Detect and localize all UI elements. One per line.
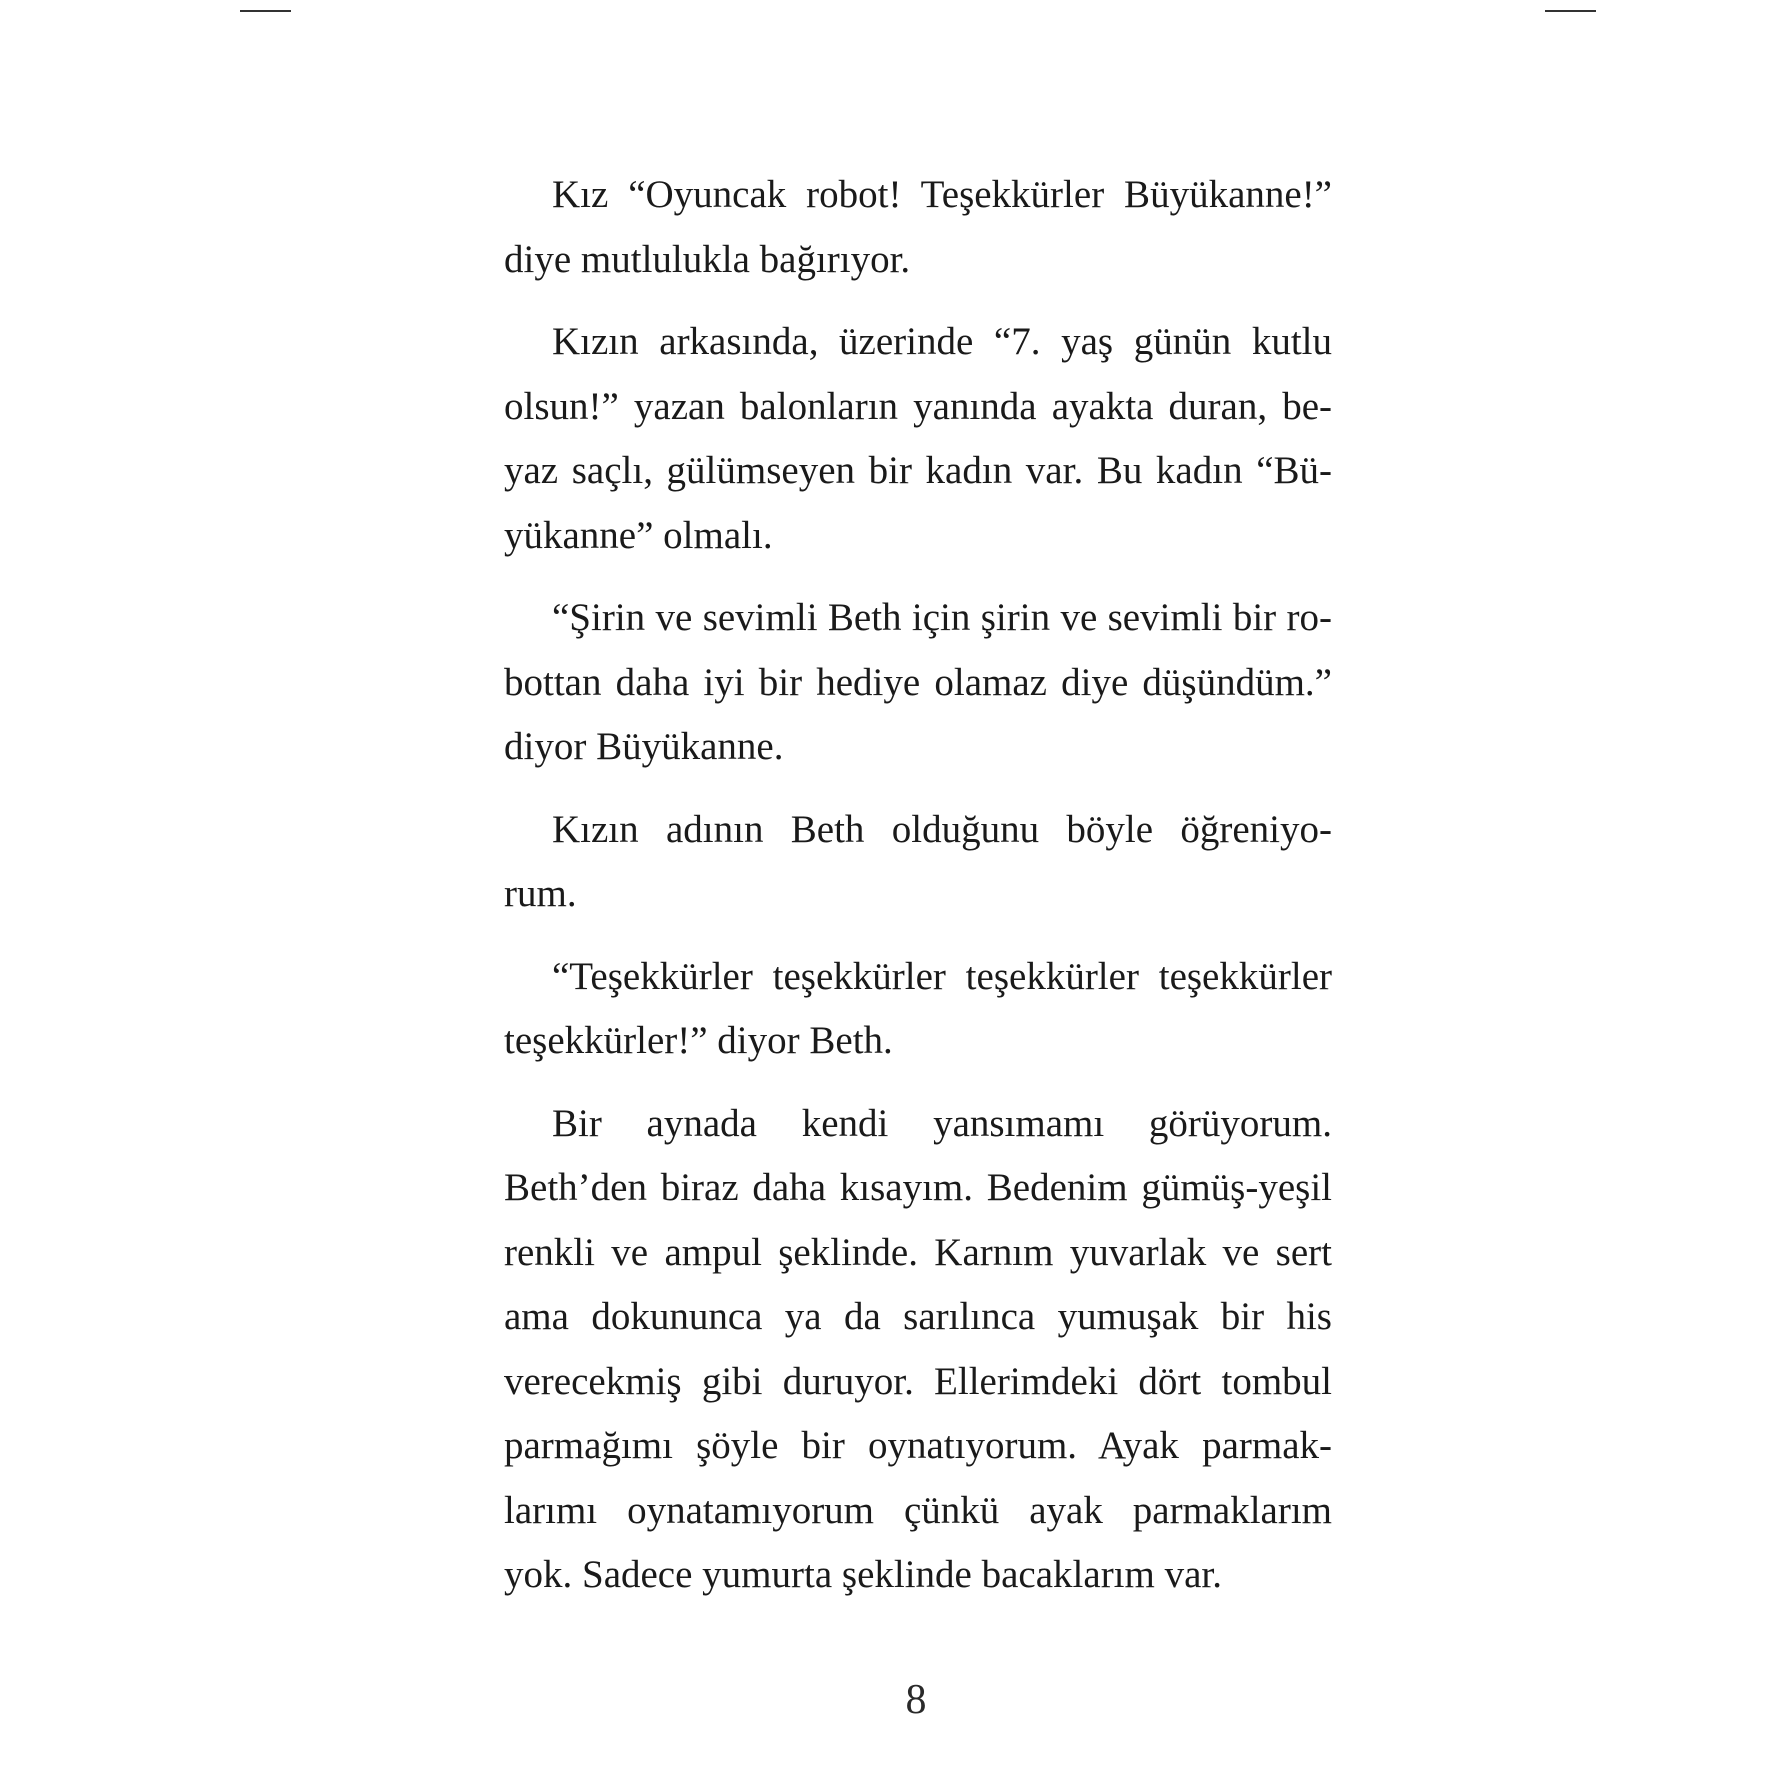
paragraph-6 — [504, 1092, 1332, 1608]
text-line: verecekmiş gibi duruyor. Ellerimdeki dört tombul — [504, 1359, 1332, 1403]
text-line: yükanne” olmalı. — [504, 513, 773, 557]
text-line: parmağımı şöyle bir oynatıyorum. Ayak parmak- — [504, 1424, 1332, 1467]
paragraph-4 — [504, 798, 1332, 927]
paragraph-1 — [504, 163, 1332, 292]
text-line: olsun!” yazan balonların yanında ayakta duran, be- — [504, 384, 1332, 428]
text-line: Beth’den biraz daha kısayım. Bedenim gümüş-yeşil — [504, 1166, 1332, 1209]
crop-mark-right — [1545, 10, 1596, 12]
text-line: renkli ve ampul şeklinde. Karnım yuvarlak ve sert — [504, 1230, 1332, 1274]
text-line: “Teşekkürler teşekkürler teşekkürler teşekkürler — [552, 954, 1332, 998]
text-line: larımı oynatamıyorum çünkü ayak parmaklarım — [504, 1488, 1332, 1532]
text-line: yok. Sadece yumurta şeklinde bacaklarım var. — [504, 1553, 1222, 1596]
text-line: rum. — [504, 872, 577, 915]
text-line: Kız “Oyuncak robot! Teşekkürler Büyükanne!” — [552, 173, 1332, 216]
text-line: ama dokununca ya da sarılınca yumuşak bir his — [504, 1295, 1332, 1338]
paragraph-3 — [504, 586, 1332, 780]
text-line: bottan daha iyi bir hediye olamaz diye düşündüm.” — [504, 660, 1332, 704]
body-text — [504, 163, 1332, 1626]
crop-mark-left — [240, 10, 291, 12]
text-line: yaz saçlı, gülümseyen bir kadın var. Bu kadın “Bü- — [504, 449, 1332, 492]
text-line: diyor Büyükanne. — [504, 725, 784, 768]
text-line: diye mutlulukla bağırıyor. — [504, 237, 911, 281]
page-number: 8 — [905, 1677, 927, 1723]
paragraph-5 — [504, 945, 1332, 1074]
text-line: teşekkürler!” diyor Beth. — [504, 1019, 893, 1062]
text-line: Bir aynada kendi yansımamı görüyorum. — [552, 1101, 1332, 1145]
text-line: “Şirin ve sevimli Beth için şirin ve sevimli bir ro- — [552, 596, 1332, 639]
text-line: Kızın adının Beth olduğunu böyle öğreniyo- — [552, 807, 1332, 851]
paragraph-2 — [504, 310, 1332, 568]
text-line: Kızın arkasında, üzerinde “7. yaş günün kutlu — [552, 320, 1332, 363]
